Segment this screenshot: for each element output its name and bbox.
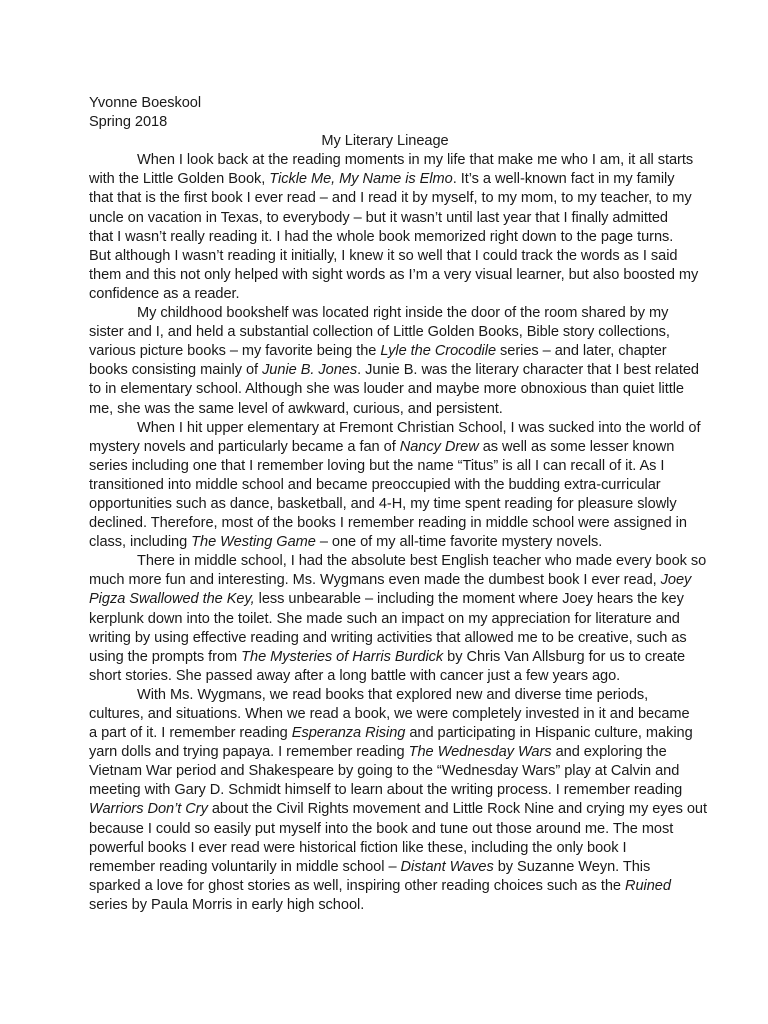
text-segment: them and this not only helped with sight words as I’m a very visual learner, but also boosted my — [89, 266, 699, 283]
text-segment: series – and later, chapter — [496, 343, 667, 360]
text-segment: short stories. She passed away after a long battle with cancer just a few years ago. — [89, 667, 621, 684]
text-line — [89, 877, 681, 896]
text-segment: books consisting mainly of — [89, 362, 263, 379]
text-line — [89, 247, 681, 266]
italic-title-text: Esperanza Rising — [291, 725, 406, 742]
text-line — [89, 380, 684, 399]
text-segment: by Chris Van Allsburg for us to create — [443, 648, 686, 665]
text-line — [89, 839, 681, 858]
text-segment: me, she was the same level of awkward, curious, and persistent. — [89, 400, 503, 417]
author-name: Yvonne Boeskool — [89, 95, 202, 111]
text-line — [89, 228, 681, 247]
text-line — [89, 323, 681, 342]
text-line — [89, 342, 681, 361]
text-segment: less unbearable – including the moment where Joey hears the key — [254, 591, 684, 608]
italic-title-text: Pigza Swallowed the Key, — [89, 591, 255, 608]
text-line — [89, 189, 692, 208]
text-line — [89, 438, 681, 457]
text-line — [89, 610, 681, 629]
text-segment: There in middle school, I had the absolute best English teacher who made every book so — [137, 553, 707, 570]
text-segment: . It’s a well-known fact in my family — [452, 171, 675, 188]
text-segment: opportunities such as dance, basketball, and 4-H, my time spent reading for pleasure slowly — [89, 495, 677, 512]
text-line — [89, 457, 681, 476]
text-segment: that that is the first book I ever read – and I read it by myself, to my mom, to my teacher, to my — [89, 190, 692, 207]
text-line — [89, 552, 707, 571]
text-segment: uncle on vacation in Texas, to everybody – but it wasn’t until last year that I finally admitted — [89, 209, 669, 226]
italic-title-text: Nancy Drew — [399, 438, 479, 455]
text-segment: writing by using effective reading and writing activities that allowed me to be creative, such as — [89, 629, 687, 646]
text-segment: about the Civil Rights movement and Little Rock Nine and crying my eyes out — [207, 801, 707, 818]
text-segment: . Junie B. was the literary character that I best related — [357, 362, 699, 379]
text-segment: series including one that I remember loving but the name “Titus” is all I can recall of it. As I — [89, 457, 665, 474]
text-segment: series by Paula Morris in early high school. — [89, 896, 365, 913]
text-segment: declined. Therefore, most of the books I remember reading in middle school were assigned in — [89, 515, 687, 532]
text-line — [89, 304, 681, 323]
text-line — [89, 476, 681, 495]
text-line — [89, 400, 681, 419]
essay-paragraph — [89, 552, 707, 686]
text-segment: remember reading voluntarily in middle school – — [89, 858, 401, 875]
text-segment: various picture books – my favorite being the — [89, 343, 381, 360]
text-line — [89, 285, 681, 304]
italic-title-text: The Westing Game — [191, 534, 316, 551]
text-segment: But although I wasn’t reading it initially, I knew it so well that I could track the words as I said — [89, 247, 678, 264]
text-segment: powerful books I ever read were historical fiction like these, including the only book I — [89, 839, 627, 856]
essay-paragraph — [89, 686, 707, 915]
text-line — [89, 361, 699, 380]
text-line — [89, 151, 694, 170]
text-segment: that I wasn’t really reading it. I had the whole book memorized right down to the page turns. — [89, 228, 674, 245]
italic-title-text: Warriors Don’t Cry — [89, 801, 208, 818]
text-line — [89, 648, 686, 667]
text-segment: much more fun and interesting. Ms. Wygmans even made the dumbest book I ever read, — [89, 572, 661, 589]
text-line — [89, 495, 681, 514]
text-line — [89, 705, 690, 724]
text-segment: and participating in Hispanic culture, making — [405, 725, 693, 742]
italic-title-text: The Wednesday Wars — [408, 744, 552, 761]
italic-title-text: Tickle Me, My Name is Elmo — [269, 171, 453, 188]
text-line — [89, 209, 681, 228]
text-segment: – one of my all-time favorite mystery novels. — [315, 534, 603, 551]
text-line — [89, 743, 681, 762]
text-segment: When I hit upper elementary at Fremont Christian School, I was sucked into the world of — [137, 419, 701, 436]
text-line — [89, 686, 681, 705]
text-segment: as well as some lesser known — [478, 438, 675, 455]
text-segment: cultures, and situations. When we read a book, we were completely invested in it and became — [89, 706, 690, 722]
text-segment: using the prompts from — [89, 648, 242, 665]
text-segment: and exploring the — [551, 744, 667, 761]
text-line — [89, 590, 684, 609]
text-segment: yarn dolls and trying papaya. I remember reading — [89, 744, 409, 761]
text-line — [89, 820, 681, 839]
essay-paragraphs — [89, 151, 707, 915]
italic-title-text: Junie B. Jones — [262, 362, 358, 379]
text-segment: Vietnam War period and Shakespeare by going to the “Wednesday Wars” play at Calvin and — [89, 763, 680, 780]
italic-title-text: The Mysteries of Harris Burdick — [241, 648, 444, 665]
text-line — [89, 800, 707, 819]
text-line — [89, 781, 681, 800]
text-segment: transitioned into middle school and became preoccupied with the budding extra-curricular — [89, 476, 661, 493]
text-line — [89, 896, 681, 915]
text-line — [89, 629, 687, 648]
text-line — [89, 724, 693, 743]
text-segment: class, including — [89, 534, 192, 551]
document-body — [89, 94, 707, 915]
text-line — [89, 667, 681, 686]
text-segment: sister and I, and held a substantial collection of Little Golden Books, Bible story collections, — [89, 324, 670, 341]
text-segment: with the Little Golden Book, — [89, 171, 270, 188]
text-segment: because I could so easily put myself into the book and tune out those around me. The most — [89, 820, 674, 837]
text-line — [89, 170, 681, 189]
text-segment: meeting with Gary D. Schmidt himself to learn about the writing process. I remember reading — [89, 782, 683, 799]
text-line — [89, 419, 701, 438]
text-segment: When I look back at the reading moments in my life that make me who I am, it all starts — [137, 152, 694, 169]
italic-title-text: Ruined — [624, 877, 671, 894]
essay-paragraph — [89, 151, 699, 304]
text-segment: kerplunk down into the toilet. She made such an impact on my appreciation for literature and — [89, 610, 680, 627]
term-label: Spring 2018 — [89, 114, 168, 131]
text-segment: My childhood bookshelf was located right inside the door of the room shared by my — [137, 305, 669, 322]
text-segment: by Suzanne Weyn. This — [493, 858, 651, 875]
essay-title: My Literary Lineage — [321, 133, 449, 150]
essay-paragraph — [89, 304, 699, 419]
text-segment: a part of it. I remember reading — [89, 725, 292, 742]
text-segment: to in elementary school. Although she was louder and maybe more obnoxious than quiet little — [89, 381, 684, 398]
text-line — [89, 858, 681, 877]
text-line — [89, 533, 681, 552]
text-line — [89, 266, 699, 285]
text-line — [89, 514, 687, 533]
text-line — [89, 571, 692, 590]
italic-title-text: Distant Waves — [400, 858, 494, 875]
text-segment: sparked a love for ghost stories as well, inspiring other reading choices such as the — [89, 877, 625, 894]
text-segment: With Ms. Wygmans, we read books that explored new and diverse time periods, — [137, 686, 649, 703]
essay-paragraph — [89, 419, 701, 553]
italic-title-text: Lyle the Crocodile — [380, 343, 497, 360]
text-line — [89, 762, 681, 781]
text-segment: mystery novels and particularly became a fan of — [89, 438, 400, 455]
text-segment: confidence as a reader. — [89, 285, 240, 302]
italic-title-text: Joey — [660, 572, 692, 589]
